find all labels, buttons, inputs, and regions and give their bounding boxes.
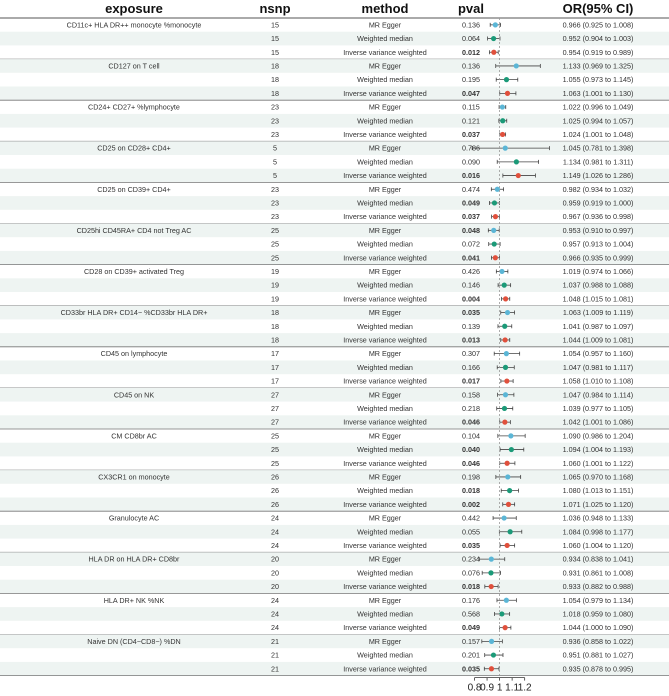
axis-tick-label: 1.2: [517, 682, 532, 694]
nsnp-value: 25: [271, 239, 279, 249]
method-label: Weighted median: [357, 403, 413, 413]
or-ci-value: 1.018 (0.959 to 1.080): [562, 609, 634, 619]
nsnp-value: 20: [271, 554, 279, 564]
nsnp-value: 26: [271, 486, 279, 496]
pval-value: 0.139: [462, 321, 480, 331]
nsnp-value: 25: [271, 445, 279, 455]
method-label: MR Egger: [368, 102, 402, 112]
nsnp-value: 24: [271, 595, 279, 605]
exposure-label: CD33br HLA DR+ CD14− %CD33br HLA DR+: [60, 308, 208, 318]
nsnp-value: 18: [271, 321, 279, 331]
or-point: [514, 159, 519, 164]
axis-tick-label: 1.1: [505, 682, 520, 694]
exposure-label: Naive DN (CD4−CD8−) %DN: [87, 636, 181, 646]
pval-value: 0.012: [462, 47, 480, 57]
nsnp-value: 5: [273, 157, 277, 167]
pval-value: 0.474: [462, 184, 480, 194]
or-ci-value: 1.044 (1.000 to 1.090): [562, 623, 634, 633]
pval-value: 0.136: [462, 20, 480, 30]
or-ci-value: 1.094 (1.004 to 1.193): [562, 445, 634, 455]
or-point: [500, 104, 505, 109]
or-point: [499, 269, 504, 274]
or-ci-value: 1.036 (0.948 to 1.133): [562, 513, 634, 523]
or-point: [516, 173, 521, 178]
nsnp-value: 15: [271, 34, 279, 44]
or-ci-value: 1.134 (0.981 to 1.311): [562, 157, 634, 167]
nsnp-value: 27: [271, 403, 279, 413]
or-point: [500, 132, 505, 137]
or-ci-value: 1.054 (0.957 to 1.160): [562, 349, 634, 359]
or-ci-value: 1.047 (0.984 to 1.114): [562, 390, 634, 400]
or-point: [499, 611, 504, 616]
or-ci-value: 1.055 (0.973 to 1.145): [562, 75, 634, 85]
method-label: Weighted median: [357, 527, 413, 537]
or-ci-value: 1.065 (0.970 to 1.168): [562, 472, 634, 482]
or-point: [500, 118, 505, 123]
nsnp-value: 24: [271, 527, 279, 537]
exposure-label: HLA DR on HLA DR+ CD8br: [88, 554, 180, 564]
method-label: Weighted median: [357, 486, 413, 496]
or-ci-value: 0.966 (0.935 to 0.999): [562, 253, 634, 263]
nsnp-value: 18: [271, 308, 279, 318]
pval-value: 0.016: [462, 171, 480, 181]
or-ci-value: 1.042 (1.001 to 1.086): [562, 417, 634, 427]
or-ci-value: 0.952 (0.904 to 1.003): [562, 34, 634, 44]
pval-value: 0.090: [462, 157, 480, 167]
method-label: Inverse variance weighted: [343, 129, 427, 139]
method-label: MR Egger: [368, 349, 402, 359]
pval-value: 0.018: [462, 582, 480, 592]
pval-value: 0.146: [462, 280, 480, 290]
method-label: MR Egger: [368, 554, 402, 564]
header-method: method: [361, 1, 409, 16]
nsnp-value: 23: [271, 184, 279, 194]
or-point: [502, 406, 507, 411]
or-ci-value: 0.936 (0.858 to 1.022): [562, 636, 634, 646]
method-label: Inverse variance weighted: [343, 171, 427, 181]
or-point: [492, 241, 497, 246]
method-label: MR Egger: [368, 143, 402, 153]
exposure-label: CD24+ CD27+ %lymphocyte: [88, 102, 180, 112]
nsnp-value: 23: [271, 198, 279, 208]
method-label: MR Egger: [368, 431, 402, 441]
or-point: [489, 584, 494, 589]
header-exposure: exposure: [105, 1, 163, 16]
nsnp-value: 25: [271, 431, 279, 441]
exposure-label: CX3CR1 on monocyte: [98, 472, 170, 482]
nsnp-value: 21: [271, 636, 279, 646]
or-ci-value: 1.047 (0.981 to 1.117): [562, 362, 634, 372]
or-point: [509, 447, 514, 452]
pval-value: 0.426: [462, 266, 480, 276]
method-label: Weighted median: [357, 609, 413, 619]
or-point: [504, 77, 509, 82]
nsnp-value: 19: [271, 266, 279, 276]
exposure-label: CD25 on CD28+ CD4+: [97, 143, 171, 153]
exposure-label: CD45 on lymphocyte: [100, 349, 168, 359]
or-point: [489, 639, 494, 644]
exposure-label: CD11c+ HLA DR++ monocyte %monocyte: [66, 20, 202, 30]
or-point: [508, 433, 513, 438]
nsnp-value: 18: [271, 75, 279, 85]
method-label: Weighted median: [357, 362, 413, 372]
axis-tick-label: 0.8: [467, 682, 482, 694]
or-point: [491, 228, 496, 233]
nsnp-value: 17: [271, 376, 279, 386]
header-pval: pval: [457, 1, 485, 16]
pval-value: 0.004: [462, 294, 480, 304]
method-label: MR Egger: [368, 61, 402, 71]
pval-value: 0.035: [462, 540, 480, 550]
pval-value: 0.072: [462, 239, 480, 249]
pval-value: 0.046: [462, 417, 480, 427]
axis-tick-label: 0.9: [480, 682, 495, 694]
method-label: Weighted median: [357, 568, 413, 578]
or-ci-value: 1.025 (0.994 to 1.057): [562, 116, 634, 126]
pval-value: 0.195: [462, 75, 480, 85]
pval-value: 0.064: [462, 34, 480, 44]
method-label: Weighted median: [357, 198, 413, 208]
or-ci-value: 1.058 (1.010 to 1.108): [562, 376, 634, 386]
pval-value: 0.115: [462, 102, 480, 112]
nsnp-value: 17: [271, 362, 279, 372]
or-ci-value: 0.951 (0.881 to 1.027): [562, 650, 634, 660]
or-ci-value: 1.054 (0.979 to 1.134): [562, 595, 634, 605]
or-ci-value: 0.931 (0.861 to 1.008): [562, 568, 634, 578]
pval-value: 0.198: [462, 472, 480, 482]
method-label: Inverse variance weighted: [343, 335, 427, 345]
or-ci-value: 0.967 (0.936 to 0.998): [562, 212, 634, 222]
or-ci-value: 0.954 (0.919 to 0.989): [562, 47, 634, 57]
pval-value: 0.121: [462, 116, 480, 126]
method-label: Inverse variance weighted: [343, 212, 427, 222]
pval-value: 0.040: [462, 445, 480, 455]
or-ci-value: 1.044 (1.009 to 1.081): [562, 335, 634, 345]
or-point: [505, 543, 510, 548]
pval-value: 0.218: [462, 403, 480, 413]
or-ci-value: 1.090 (0.986 to 1.204): [562, 431, 634, 441]
or-ci-value: 1.045 (0.781 to 1.398): [562, 143, 634, 153]
or-point: [503, 392, 508, 397]
method-label: Weighted median: [357, 239, 413, 249]
or-point: [495, 187, 500, 192]
or-ci-value: 1.063 (1.001 to 1.130): [562, 88, 634, 98]
or-ci-value: 1.041 (0.987 to 1.097): [562, 321, 634, 331]
method-label: MR Egger: [368, 225, 402, 235]
nsnp-value: 24: [271, 513, 279, 523]
or-point: [514, 63, 519, 68]
or-point: [489, 666, 494, 671]
nsnp-value: 24: [271, 623, 279, 633]
nsnp-value: 15: [271, 20, 279, 30]
nsnp-value: 24: [271, 540, 279, 550]
method-label: MR Egger: [368, 472, 402, 482]
nsnp-value: 21: [271, 664, 279, 674]
nsnp-value: 19: [271, 294, 279, 304]
exposure-label: CM CD8br AC: [111, 431, 157, 441]
or-ci-value: 0.959 (0.919 to 1.000): [562, 198, 634, 208]
pval-value: 0.002: [462, 499, 480, 509]
nsnp-value: 25: [271, 253, 279, 263]
method-label: Inverse variance weighted: [343, 47, 427, 57]
exposure-label: CD45 on NK: [113, 390, 155, 400]
method-label: Inverse variance weighted: [343, 417, 427, 427]
method-label: Weighted median: [357, 321, 413, 331]
nsnp-value: 5: [273, 143, 277, 153]
or-ci-value: 0.957 (0.913 to 1.004): [562, 239, 634, 249]
method-label: Inverse variance weighted: [343, 253, 427, 263]
axis-tick-label: 1: [496, 682, 503, 694]
or-ci-value: 1.060 (1.004 to 1.120): [562, 540, 634, 550]
or-point: [503, 146, 508, 151]
method-label: Inverse variance weighted: [343, 376, 427, 386]
pval-value: 0.013: [462, 335, 480, 345]
pval-value: 0.234: [462, 554, 480, 564]
method-label: Weighted median: [357, 75, 413, 85]
method-label: Weighted median: [357, 445, 413, 455]
pval-value: 0.786: [462, 143, 480, 153]
or-point: [491, 50, 496, 55]
or-point: [492, 200, 497, 205]
method-label: Inverse variance weighted: [343, 88, 427, 98]
header-nsnp: nsnp: [259, 1, 291, 16]
or-ci-value: 0.953 (0.910 to 0.997): [562, 225, 634, 235]
method-label: MR Egger: [368, 513, 402, 523]
or-ci-value: 1.149 (1.026 to 1.286): [562, 171, 634, 181]
method-label: Weighted median: [357, 157, 413, 167]
nsnp-value: 26: [271, 472, 279, 482]
or-point: [493, 22, 498, 27]
pval-value: 0.018: [462, 486, 480, 496]
method-label: Inverse variance weighted: [343, 623, 427, 633]
or-ci-value: 1.071 (1.025 to 1.120): [562, 499, 634, 509]
method-label: Inverse variance weighted: [343, 582, 427, 592]
nsnp-value: 25: [271, 225, 279, 235]
method-label: MR Egger: [368, 308, 402, 318]
nsnp-value: 20: [271, 568, 279, 578]
pval-value: 0.041: [462, 253, 480, 263]
or-point: [502, 324, 507, 329]
pval-value: 0.136: [462, 61, 480, 71]
or-point: [488, 570, 493, 575]
or-point: [493, 214, 498, 219]
or-ci-value: 1.024 (1.001 to 1.048): [562, 129, 634, 139]
or-ci-value: 0.966 (0.925 to 1.008): [562, 20, 634, 30]
nsnp-value: 19: [271, 280, 279, 290]
or-point: [505, 310, 510, 315]
pval-value: 0.055: [462, 527, 480, 537]
nsnp-value: 23: [271, 129, 279, 139]
or-point: [503, 365, 508, 370]
method-label: MR Egger: [368, 636, 402, 646]
or-point: [505, 474, 510, 479]
or-point: [503, 296, 508, 301]
nsnp-value: 25: [271, 458, 279, 468]
nsnp-value: 27: [271, 390, 279, 400]
pval-value: 0.157: [462, 636, 480, 646]
x-axis: [468, 678, 532, 694]
pval-value: 0.035: [462, 664, 480, 674]
or-ci-value: 1.039 (0.977 to 1.105): [562, 403, 634, 413]
pval-value: 0.017: [462, 376, 480, 386]
or-point: [503, 625, 508, 630]
or-point: [505, 461, 510, 466]
method-label: Inverse variance weighted: [343, 664, 427, 674]
nsnp-value: 23: [271, 212, 279, 222]
method-label: MR Egger: [368, 184, 402, 194]
or-ci-value: 1.037 (0.988 to 1.088): [562, 280, 634, 290]
exposure-label: CD127 on T cell: [108, 61, 160, 71]
or-point: [506, 502, 511, 507]
header-or: OR(95% CI): [562, 1, 634, 16]
method-label: Inverse variance weighted: [343, 540, 427, 550]
or-ci-value: 1.048 (1.015 to 1.081): [562, 294, 634, 304]
or-point: [489, 557, 494, 562]
or-point: [508, 529, 513, 534]
pval-value: 0.166: [462, 362, 480, 372]
nsnp-value: 5: [273, 171, 277, 181]
nsnp-value: 26: [271, 499, 279, 509]
method-label: Inverse variance weighted: [343, 458, 427, 468]
nsnp-value: 15: [271, 47, 279, 57]
nsnp-value: 18: [271, 335, 279, 345]
or-ci-value: 1.080 (1.013 to 1.151): [562, 486, 634, 496]
nsnp-value: 18: [271, 88, 279, 98]
pval-value: 0.037: [462, 212, 480, 222]
or-ci-value: 1.133 (0.969 to 1.325): [562, 61, 634, 71]
nsnp-value: 23: [271, 102, 279, 112]
table-header: [105, 1, 633, 16]
method-label: MR Egger: [368, 390, 402, 400]
exposure-label: Granulocyte AC: [108, 513, 160, 523]
nsnp-value: 20: [271, 582, 279, 592]
or-point: [502, 420, 507, 425]
or-point: [507, 488, 512, 493]
pval-value: 0.568: [462, 609, 480, 619]
or-point: [493, 255, 498, 260]
pval-value: 0.307: [462, 349, 480, 359]
or-ci-value: 0.933 (0.882 to 0.988): [562, 582, 634, 592]
or-point: [502, 515, 507, 520]
nsnp-value: 18: [271, 61, 279, 71]
pval-value: 0.158: [462, 390, 480, 400]
pval-value: 0.048: [462, 225, 480, 235]
pval-value: 0.076: [462, 568, 480, 578]
pval-value: 0.201: [462, 650, 480, 660]
exposure-label: CD25 on CD39+ CD4+: [97, 184, 171, 194]
exposure-label: HLA DR+ NK %NK: [103, 595, 165, 605]
pval-value: 0.037: [462, 129, 480, 139]
or-ci-value: 0.982 (0.934 to 1.032): [562, 184, 634, 194]
or-ci-value: 0.935 (0.878 to 0.995): [562, 664, 634, 674]
or-point: [504, 351, 509, 356]
method-label: Weighted median: [357, 280, 413, 290]
method-label: MR Egger: [368, 20, 402, 30]
pval-value: 0.049: [462, 198, 480, 208]
method-label: MR Egger: [368, 595, 402, 605]
pval-value: 0.047: [462, 88, 480, 98]
nsnp-value: 21: [271, 650, 279, 660]
pval-value: 0.049: [462, 623, 480, 633]
method-label: MR Egger: [368, 266, 402, 276]
method-label: Weighted median: [357, 34, 413, 44]
or-point: [505, 91, 510, 96]
method-label: Inverse variance weighted: [343, 499, 427, 509]
pval-value: 0.046: [462, 458, 480, 468]
pval-value: 0.035: [462, 308, 480, 318]
or-point: [504, 378, 509, 383]
nsnp-value: 24: [271, 609, 279, 619]
nsnp-value: 23: [271, 116, 279, 126]
or-point: [491, 36, 496, 41]
pval-value: 0.176: [462, 595, 480, 605]
method-label: Weighted median: [357, 116, 413, 126]
exposure-label: CD28 on CD39+ activated Treg: [83, 266, 185, 276]
exposure-label: CD25hi CD45RA+ CD4 not Treg AC: [76, 225, 192, 235]
or-point: [504, 598, 509, 603]
nsnp-value: 17: [271, 349, 279, 359]
or-ci-value: 1.019 (0.974 to 1.066): [562, 266, 634, 276]
nsnp-value: 27: [271, 417, 279, 427]
method-label: Inverse variance weighted: [343, 294, 427, 304]
or-ci-value: 1.084 (0.998 to 1.177): [562, 527, 634, 537]
pval-value: 0.104: [462, 431, 480, 441]
or-point: [502, 283, 507, 288]
or-ci-value: 0.934 (0.838 to 1.041): [562, 554, 634, 564]
or-ci-value: 1.060 (1.001 to 1.122): [562, 458, 634, 468]
method-label: Weighted median: [357, 650, 413, 660]
or-ci-value: 1.063 (1.009 to 1.119): [562, 308, 634, 318]
or-point: [503, 337, 508, 342]
or-ci-value: 1.022 (0.996 to 1.049): [562, 102, 634, 112]
or-point: [491, 652, 496, 657]
pval-value: 0.442: [462, 513, 480, 523]
